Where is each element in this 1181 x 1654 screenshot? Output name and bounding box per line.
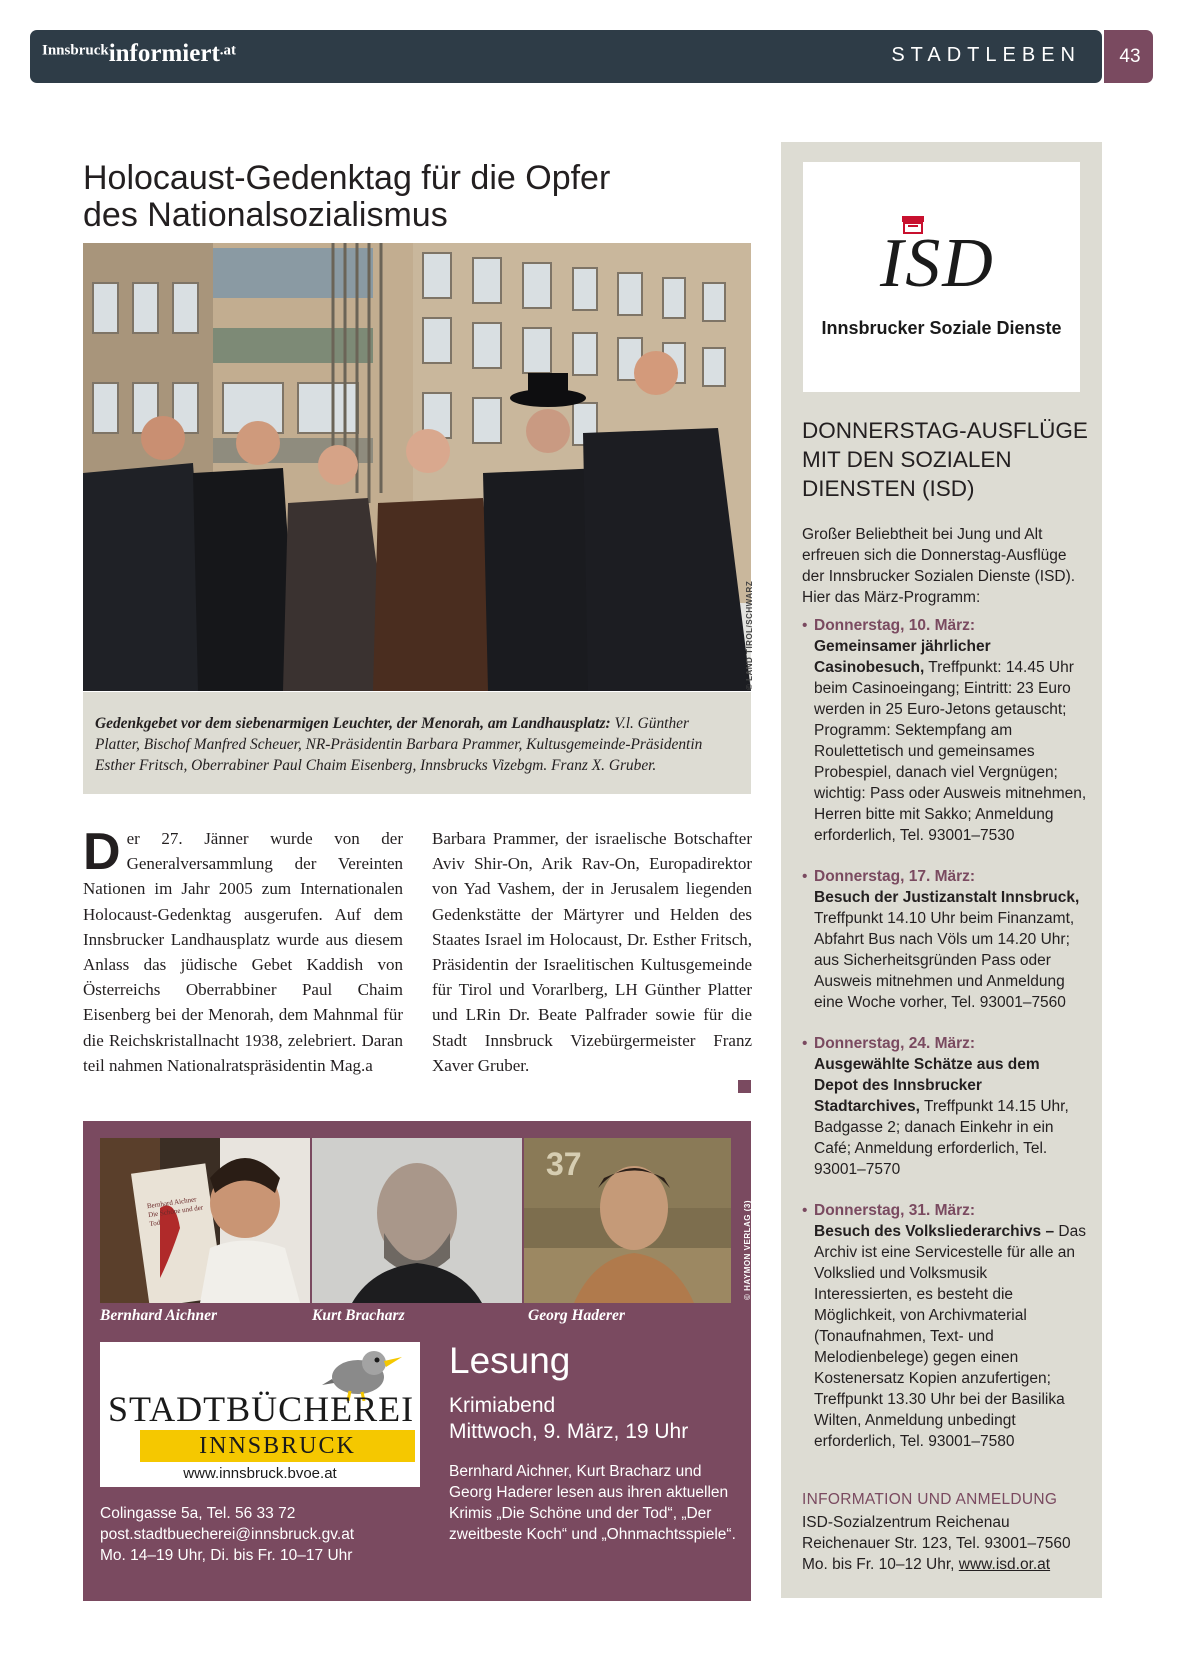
info-contact (802, 1512, 1071, 1575)
photo-caption (83, 692, 751, 794)
bullet-icon: • (802, 1035, 808, 1052)
headline-line-1: Holocaust-Gedenktag für die Opfer (83, 159, 611, 197)
event-item-title: Besuch des Volksliederarchivs – (814, 1223, 1055, 1240)
event-item (802, 1200, 1087, 1452)
isd-website-link[interactable]: www.isd.or.at (958, 1556, 1051, 1573)
event-item-date: Donnerstag, 24. März: (814, 1035, 976, 1052)
caption-lead: Gedenkgebet vor dem siebenarmigen Leuchter, der Menorah, am Landhausplatz: (95, 715, 611, 732)
event-item-title: Gemeinsamer jährlicher Casinobesuch, (814, 638, 991, 676)
isd-logo-letters: ISD (880, 225, 995, 302)
article-text-1: er 27. Jänner wurde von der Generalversammlung der Vereinten Nationen im Jahr 2005 zum Internationalen Holocaust-Gedenktag ausgerufen. Auf dem Innsbrucker Landhausplatz wurde aus diesem Anlass das jüdische Gebet Kaddish von Österreichs Oberrabbiner Paul Chaim Eisenberg bei der Menorah, dem Mahnmal für die Reichskristallnacht 1938, zelebriert. Daran teil nahmen Nationalratspräsidentin Mag.a (83, 829, 403, 1075)
article-column-1 (83, 823, 403, 1078)
event-list (802, 615, 1087, 1472)
article-text-2: Barbara Prammer, der israelische Botschafter Aviv Shir-On, Arik Rav-On, Europadirektor von Yad Vashem, der in Jerusalem liegenden Gedenkstätte der Märtyrer und Helden des Staates Israel im Holocaust, Dr. Esther Fritsch, Präsidentin der Israelitischen Kultusgemeinde für Tirol und Vorarlberg, LH Günther Platter und LRin Dr. Beate Palfrader sowie für die Stadt Innsbruck Vizebürgermeister Franz Xaver Gruber. (432, 829, 752, 1075)
author-photo-aichner (100, 1138, 310, 1303)
author-photo-bracharz (312, 1138, 522, 1303)
book-cover-text: Bernhard Aichner Die Schöne und der Tod (146, 1195, 204, 1229)
logo-part-informiert: informiert (108, 40, 220, 67)
library-url[interactable]: www.innsbruck.bvoe.at (183, 1465, 337, 1482)
info-address: Reichenauer Str. 123, Tel. 93001–7560 (802, 1535, 1071, 1552)
event-item (802, 866, 1087, 1013)
event-item-title: Ausgewählte Schätze aus dem Depot des Innsbrucker Stadtarchives, (814, 1056, 1040, 1115)
event-item-text: Das Archiv ist eine Servicestelle für alle an Volkslied und Volksmusik Interessierten, es besteht die Möglichkeit, von Archivmaterial (Tonaufnahmen, Text- und Melodienbelege) gegen einen Kostenersatz Kopien anzufertigen; Treffpunkt 13.30 Uhr bei der Basilika Wilten, Anmeldung unbedingt erforderlich, Tel. 93001–7580 (814, 1223, 1086, 1450)
section-title: STADTLEBEN (891, 44, 1081, 66)
sidebar-intro: Großer Beliebtheit bei Jung und Alt erfreuen sich die Donnerstag-Ausflüge der Innsbrucker Sozialen Dienste (ISD). Hier das März-Programm: (802, 526, 1076, 606)
sidebar-heading: DONNERSTAG-AUSFLÜGE MIT DEN SOZIALEN DIENSTEN (ISD) (802, 418, 1088, 501)
isd-logo-name: Innsbrucker Soziale Dienste (821, 318, 1062, 338)
event-item-title: Besuch der Justizanstalt Innsbruck, (814, 889, 1080, 906)
event-item-text: Treffpunkt: 14.45 Uhr beim Casinoeingang; Eintritt: 23 Euro werden in 25 Euro-Jetons getauscht; Programm: Sektempfang am Roulettetisch und gemeinsames Probespiel, danach viel Vergnügen; wichtig: Pass oder Ausweis mitnehmen, Herren bitte mit Sakko; Anmeldung erforderlich, Tel. 93001–7530 (814, 659, 1087, 844)
article-column-2 (432, 826, 752, 1078)
event-item (802, 1033, 1087, 1180)
library-city: INNSBRUCK (199, 1433, 356, 1459)
bullet-icon: • (802, 868, 808, 885)
library-hours: Mo. 14–19 Uhr, Di. bis Fr. 10–17 Uhr (100, 1547, 353, 1564)
info-heading: INFORMATION UND ANMELDUNG (802, 1491, 1058, 1508)
page-number: 43 (1107, 30, 1153, 83)
library-contact (100, 1503, 354, 1566)
article-headline (83, 160, 723, 234)
author-name-2: Kurt Bracharz (312, 1307, 405, 1324)
event-description: Bernhard Aichner, Kurt Bracharz und Georg Haderer lesen aus ihren aktuellen Krimis „Die Schöne und der Tod“, „Der zweitbeste Koch“ und „Ohnmachtsspiele“. (449, 1463, 736, 1543)
event-item-text: Treffpunkt 14.10 Uhr beim Finanzamt, Abfahrt Bus nach Völs um 14.20 Uhr; aus Sicherheitsgründen Pass oder Ausweis mitnehmen und Anmeldung eine Woche vorher, Tel. 93001–7560 (814, 910, 1075, 1011)
event-item-text: Treffpunkt 14.15 Uhr, Badgasse 2; danach Einkehr in ein Café; Anmeldung erforderlich, Tel. 93001–7570 (814, 1098, 1069, 1178)
caption-text: V.l. Günther Platter, Bischof Manfred Scheuer, NR-Präsidentin Barbara Prammer, Kultusgemeinde-Präsidentin Esther Fritsch, Oberrabiner Paul Chaim Eisenberg, Innsbrucks Vizebgm. Franz X. Gruber. (95, 715, 703, 774)
truck-number: 37 (546, 1146, 582, 1182)
group-photo (83, 243, 751, 691)
event-item (802, 615, 1087, 846)
logo-part-innsbruck: Innsbruck (42, 42, 109, 59)
info-location: ISD-Sozialzentrum Reichenau (802, 1514, 1010, 1531)
headline-line-2: des Nationalsozialismus (83, 196, 448, 234)
event-date: Mittwoch, 9. März, 19 Uhr (449, 1420, 689, 1443)
bullet-icon: • (802, 617, 808, 634)
library-name: STADTBÜCHEREI (108, 1389, 415, 1429)
event-title: Lesung (449, 1340, 571, 1381)
publication-logo[interactable] (42, 40, 236, 68)
event-item-date: Donnerstag, 31. März: (814, 1202, 976, 1219)
event-subtitle (449, 1393, 688, 1445)
event-type: Krimiabend (449, 1394, 556, 1417)
event-item-date: Donnerstag, 17. März: (814, 868, 976, 885)
drop-cap: D (83, 823, 121, 881)
author-name-3: Georg Haderer (528, 1307, 625, 1324)
author-photo-credit: © HAYMON VERLAG (3) (743, 1200, 752, 1300)
end-of-article-marker (738, 1080, 751, 1093)
info-hours: Mo. bis Fr. 10–12 Uhr, (802, 1556, 959, 1573)
photo-credit: © LAND TIROL/SCHWARZ (745, 580, 754, 690)
library-email[interactable]: post.stadtbuecherei@innsbruck.gv.at (100, 1526, 355, 1543)
bullet-icon: • (802, 1202, 808, 1219)
author-photo-haderer (524, 1138, 731, 1303)
author-name-1: Bernhard Aichner (100, 1307, 217, 1324)
logo-part-at: .at (219, 42, 237, 59)
event-item-date: Donnerstag, 10. März: (814, 617, 976, 634)
library-address: Colingasse 5a, Tel. 56 33 72 (100, 1505, 296, 1522)
